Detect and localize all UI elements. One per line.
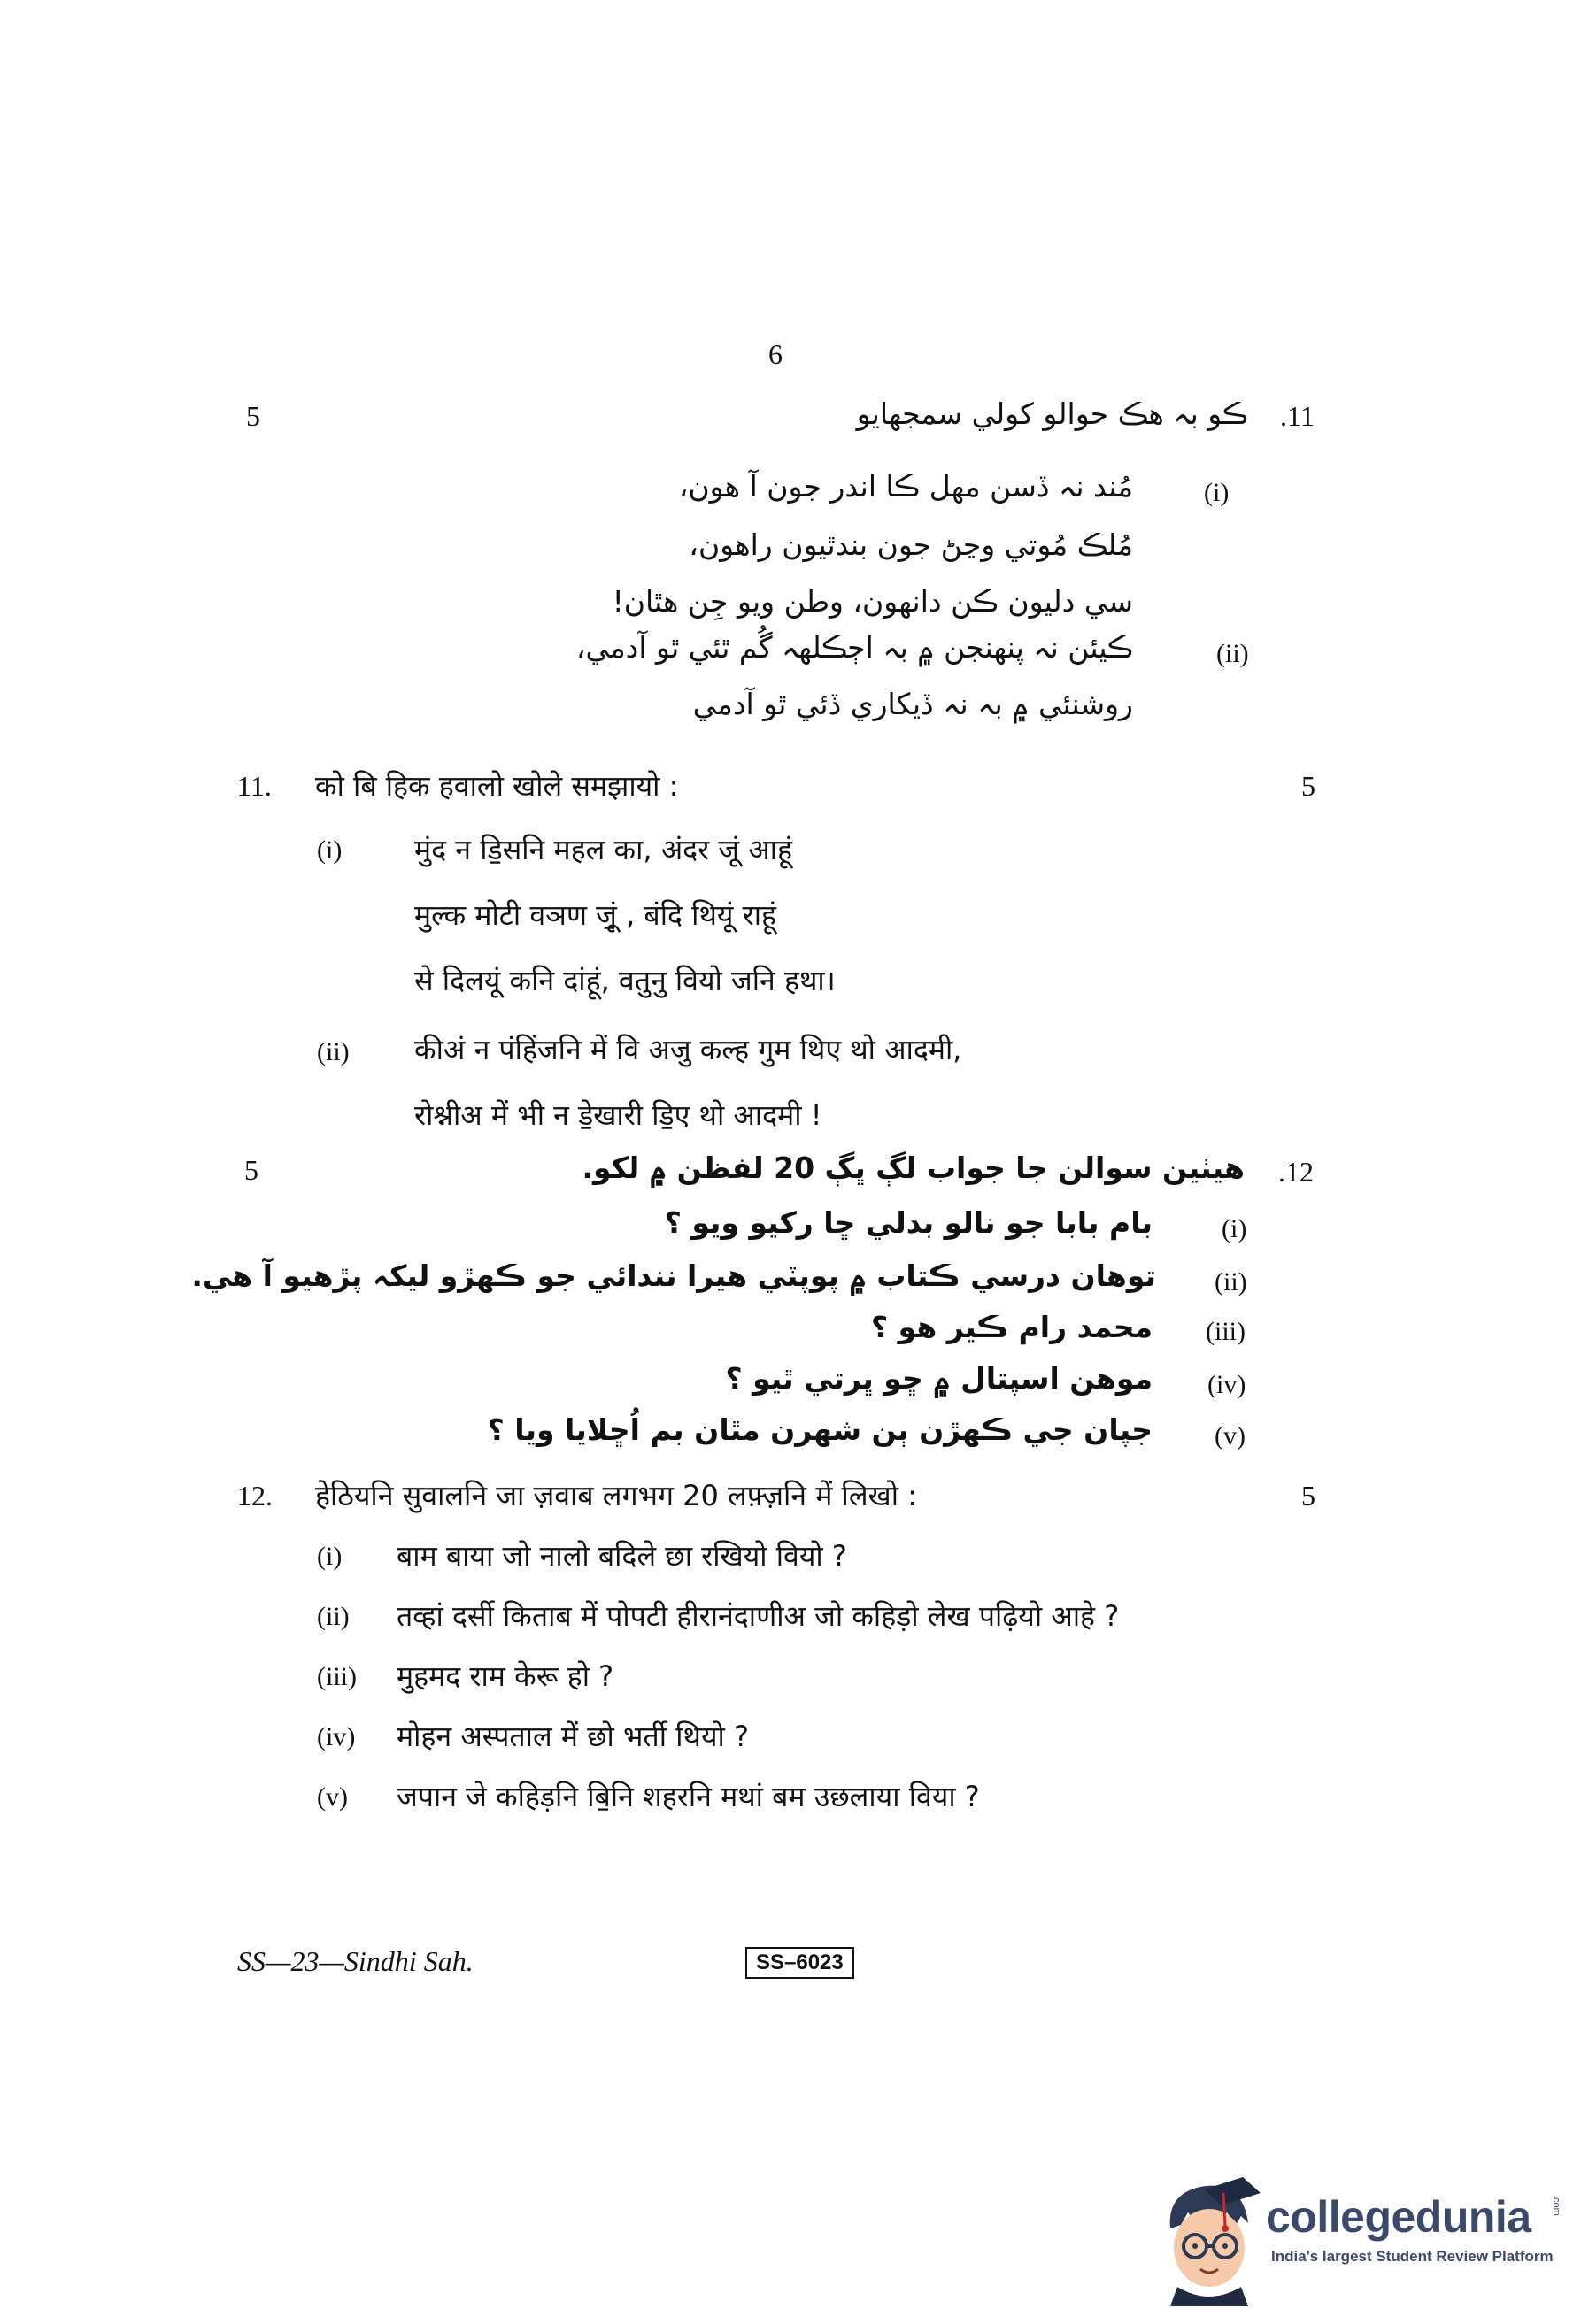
q11-hindi-item-ii-label: (ii): [317, 1037, 350, 1066]
page-number: 6: [768, 338, 783, 370]
q12-sindhi-i-label: (i): [1222, 1214, 1247, 1243]
q11-hindi-heading: को बि हिक हवालो खोले समझायो :: [315, 769, 679, 803]
q12-hindi-v-label: (v): [317, 1782, 348, 1812]
q12-hindi-heading: हेठियनि सुवालनि जा ज़वाब लगभग 20 लफ़्ज़नि में लिखो :: [315, 1479, 917, 1512]
q11-sindhi-i-line-1: مُند نہ ڏسن مهل ڪا اندر جون آ هون،: [678, 469, 1133, 504]
collegedunia-wordmark: collegedunia: [1266, 2192, 1531, 2242]
footer-paper-code: SS—23—Sindhi Sah.: [237, 1945, 474, 1977]
q12-sindhi-i: بام بابا جو نالو بدلي ڇا رکيو ويو ؟: [664, 1205, 1153, 1240]
q12-hindi-v: जपान जे कहिड़नि बि॒नि शहरनि मथां बम उछलाया विया ?: [397, 1780, 980, 1813]
q12-sindhi-number: .12: [1278, 1156, 1314, 1188]
q11-sindhi-heading: ڪو بہ هڪ حوالو کولي سمجهايو: [856, 396, 1248, 431]
q11-sindhi-number: .11: [1280, 400, 1315, 432]
collegedunia-tagline: India's largest Student Review Platform: [1271, 2248, 1554, 2265]
q11-hindi-ii-line-1: कीअं न पंहिंजनि में वि अजु कल्ह गुम थिए थो आदमी,: [414, 1033, 962, 1066]
footer-series-code: SS–6023: [745, 1947, 854, 1979]
q11-sindhi-item-ii-label: (ii): [1216, 639, 1249, 668]
q12-hindi-iv-label: (iv): [317, 1722, 356, 1751]
q11-hindi-ii-line-2: रोश्नीअ में भी न डे॒खारी डि॒ए थो आदमी !: [414, 1098, 822, 1132]
q12-sindhi-v-label: (v): [1215, 1421, 1246, 1451]
q12-marks-top: 5: [244, 1154, 258, 1186]
q12-sindhi-iv-label: (iv): [1207, 1370, 1246, 1399]
q11-hindi-item-i-label: (i): [317, 835, 343, 865]
collegedunia-mascot-logo: [1151, 2174, 1266, 2306]
q12-sindhi-iv: موهن اسپتال ۾ ڇو ڀرتي ٿيو ؟: [725, 1361, 1153, 1396]
q12-hindi-number: 12.: [237, 1480, 273, 1512]
q11-sindhi-i-line-3: سي دليون ڪن دانهون، وطن ويو جِن هٿان!: [612, 584, 1133, 619]
q11-sindhi-ii-line-2: روشنئي ۾ بہ نہ ڏيکاري ڏئي ٿو آدمي: [692, 687, 1133, 721]
q12-hindi-iv: मोहन अस्पताल में छो भर्ती थियो ?: [397, 1720, 749, 1753]
q11-hindi-number: 11.: [237, 770, 272, 802]
q11-marks-top: 5: [246, 400, 260, 432]
q12-hindi-ii: तव्हां दर्सी किताब में पोपटी हीरानंदाणीअ जो कहिड़ो लेख पढ़ियो आहे ?: [397, 1599, 1120, 1633]
q12-marks: 5: [1301, 1480, 1315, 1512]
q11-hindi-i-line-3: से दिलयूं कनि दांहूं, वतुनु वियो जनि हथा।: [414, 964, 836, 997]
q12-hindi-iii: मुहमद राम केरू हो ?: [397, 1659, 614, 1693]
q12-sindhi-v: جپان جي ڪهڙن ٻن شهرن مٿان بم اُڇلايا ويا ؟: [487, 1412, 1153, 1447]
q11-hindi-i-line-1: मुंद न डि॒सनि महल का, अंदर जूं आहूं: [414, 833, 793, 866]
q12-hindi-iii-label: (iii): [317, 1662, 357, 1691]
q11-sindhi-item-i-label: (i): [1204, 478, 1230, 507]
q11-marks: 5: [1301, 770, 1315, 802]
q12-sindhi-heading: هيٺين سوالن جا جواب لڳ ڀڳ 20 لفظن ۾ لکو.: [582, 1150, 1245, 1185]
q11-sindhi-ii-line-1: ڪيئن نہ پنهنجن ۾ بہ اڄڪلهہ گُم ٿئي ٿو آدمي،: [575, 630, 1133, 665]
q11-sindhi-i-line-2: مُلڪ مُوتي وڃڻ جون بندٿيون راهون،: [689, 527, 1133, 562]
q12-sindhi-ii-label: (ii): [1215, 1267, 1247, 1297]
q12-hindi-i-label: (i): [317, 1542, 343, 1571]
q12-sindhi-ii: توهان درسي ڪتاب ۾ پوپٽي هيرا نندائي جو ڪهڙو ليکہ پڙهيو آ هي.: [191, 1258, 1156, 1293]
q12-hindi-i: बाम बाया जो नालो बदिले छा रखियो वियो ?: [397, 1539, 847, 1573]
q11-hindi-i-line-2: मुल्क मोटी वञण जूं॒ , बंदि थियूं राहूं: [414, 898, 776, 932]
q12-hindi-ii-label: (ii): [317, 1602, 350, 1631]
q12-sindhi-iii: محمد رام ڪير هو ؟: [871, 1310, 1153, 1344]
collegedunia-com: .com: [1551, 2195, 1562, 2216]
q12-sindhi-iii-label: (iii): [1206, 1317, 1246, 1346]
